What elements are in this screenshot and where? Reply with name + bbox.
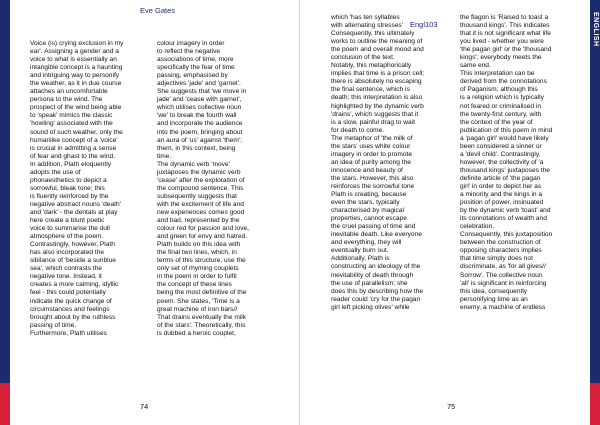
text-line: indicate the quick change of (30, 297, 112, 305)
text-line: the compound sentence. This (157, 184, 244, 192)
text-line: Consequently, this ultimately (331, 30, 415, 38)
text-line: passing of time. (30, 321, 77, 329)
text-line: the concept of these lines (157, 281, 232, 289)
text-line: phonaesthetics to depict a (30, 176, 107, 184)
text-line: passing, emphasised by (157, 72, 228, 80)
text-line: subsequently suggests that (157, 192, 237, 200)
text-line: humanlike concept of a 'voice' (30, 136, 118, 144)
text-line: great machine of iron bars// (157, 305, 238, 313)
text-line: position of power, insinuated (460, 199, 544, 207)
text-line: the final two lines, which, in (157, 249, 237, 257)
text-line: them, in this context, being (157, 144, 236, 152)
text-line: inevitable death. Like everyone (331, 231, 422, 239)
text-line: not feared or criminalised in (460, 102, 541, 110)
text-line: girl left picking olives' while (331, 303, 410, 311)
text-line: girl' in order to depict her as (460, 182, 542, 190)
text-line: an idea of purity among the (331, 158, 411, 166)
text-line: the stars. However, this also (331, 174, 414, 182)
text-line: brought about by the ruthless (30, 313, 116, 321)
text-line: and incorporate the audience (157, 120, 243, 128)
text-line: and bad, represented by the (157, 217, 240, 225)
text-line: which utilises collective noun (157, 104, 242, 112)
text-line: a minority and the kings in a (460, 191, 543, 199)
text-line: 'cease' after the exploration of (157, 176, 245, 184)
text-line: juxtaposes the dynamic verb (157, 168, 241, 176)
text-line: voice to summarise the dull (30, 225, 110, 233)
text-line: works to outline the meaning of (331, 38, 423, 46)
text-line: sibilance of 'beside a sunblue (30, 257, 116, 265)
text-line: definite article of 'the pagan (460, 174, 541, 182)
left-text-column-2 (157, 40, 267, 338)
text-line: characterised by magical (331, 207, 404, 215)
text-line: prospect of the wind being able (30, 104, 122, 112)
text-line: Sorrow'. The collective noun (460, 271, 543, 279)
text-line: adjectives 'jade' and 'garnet'. (157, 80, 241, 88)
text-line: sea', which contrasts the (30, 265, 102, 273)
text-line: In addition, Plath eloquently (30, 160, 112, 168)
text-line: with alternating stresses' (331, 22, 403, 30)
text-line: has also incorporated the (30, 249, 105, 257)
text-line: between the construction of (460, 239, 541, 247)
text-line: and green for envy and hatred. (157, 233, 248, 241)
text-line: celebration. (460, 223, 495, 231)
left-running-head: Eve Gates (140, 6, 176, 15)
text-line: new experiences comes good (157, 208, 245, 216)
text-line: only set of rhyming couplets (157, 265, 239, 273)
text-line: the stars' uses white colour (331, 142, 411, 150)
text-line: eventually burn out. (331, 247, 389, 255)
text-line: death; this interpretation is also (331, 94, 423, 102)
text-line: its connotations of wealth and (460, 215, 547, 223)
text-line: negative abstract nouns 'death' (30, 200, 121, 208)
text-line: attaches an uncomfortable (30, 88, 108, 96)
text-line: a 'pagan girl' would have likely (460, 134, 549, 142)
text-line: specifically the fear of time (157, 64, 235, 72)
text-line: reader could 'cry for the pagan (331, 295, 421, 303)
text-line: time. (157, 152, 172, 160)
text-line: however, the collectivity of 'a (460, 158, 544, 166)
text-line: Contrastingly, however, Plath (30, 241, 115, 249)
text-line: Additionally, Plath is (331, 255, 390, 263)
text-line: of Paganism; although this (460, 86, 538, 94)
text-line: and everything, they will (331, 239, 402, 247)
text-line: of fear and ghast to the wind. (30, 152, 116, 160)
text-line: discriminate, as 'for all gives// (460, 263, 546, 271)
text-line: personifying time as an (460, 295, 528, 303)
text-line: is fluently reinforced by the (30, 192, 109, 200)
right-page-number: 75 (447, 402, 456, 411)
text-line: 'the pagan girl' or the 'thousand (460, 46, 552, 54)
text-line: you lived - whether you were (460, 38, 544, 46)
text-line: associations of time, more (157, 56, 234, 64)
left-text-column-1 (30, 40, 140, 338)
text-line: She suggests that 'we move in (157, 88, 247, 96)
text-line: creates a more calming, idyllic (30, 281, 119, 289)
text-line: publication of this poem in mind (460, 126, 553, 134)
text-line: and intriguing way to personify (30, 72, 120, 80)
text-line: Notably, this metaphorically (331, 62, 412, 70)
text-line: to reflect the negative (157, 48, 221, 56)
text-line: been considered a sinner or (460, 142, 542, 150)
text-line: innocence and beauty of (331, 166, 403, 174)
text-line: sound of such weather, only the (30, 128, 123, 136)
text-line: Voice (is) crying exclusion in my (30, 40, 124, 47)
text-line: 'drains', which suggests that it (331, 110, 419, 118)
text-line: same end. (460, 62, 491, 70)
text-line: 'all' is significant in reinforcing (460, 279, 547, 287)
text-line: the use of parallelism; she (331, 279, 408, 287)
text-line: negative tone. Instead, it (30, 273, 102, 281)
text-line: of the stars'. Theoretically, this (157, 321, 246, 329)
text-line: implies that time is a prison cell; (331, 70, 425, 78)
text-line: that time simply does not (460, 255, 533, 263)
text-line: opposing characters implies (460, 247, 542, 255)
text-line: reinforces the sorrowful tone (331, 182, 415, 190)
text-line: the flagon is 'Raised to toast a (460, 14, 549, 21)
text-line: enemy, a machine of endless (460, 303, 546, 311)
text-line: with the excitement of life and (157, 200, 244, 208)
text-line: for death to come. (331, 126, 385, 134)
text-line: which 'has ten syllables (331, 14, 400, 21)
text-line: sorrowful, bleak tone; this (30, 184, 105, 192)
text-line: The metaphor of 'the milk of (331, 134, 413, 142)
text-line: is dubbed a heroic couplet, (157, 329, 236, 337)
text-line: the poem and overall mood and (331, 46, 424, 54)
text-line: Furthermore, Plath utilises (30, 329, 107, 337)
text-line: derived from the connotations (460, 78, 547, 86)
text-line: 'we' to break the fourth wall (157, 112, 237, 120)
left-edge-bar (0, 0, 10, 425)
text-line: the cruel passing of time and (331, 223, 416, 231)
text-line: a 'devil child'. Contrastingly, (460, 150, 541, 158)
right-page (300, 0, 600, 425)
text-line: thousand kings'. This indicates (460, 22, 550, 30)
text-line: feel - this could potentially (30, 289, 106, 297)
text-line: That drains eventually the milk (157, 313, 247, 321)
text-line: persona to the wind. The (30, 96, 103, 104)
text-line: the context of the year of (460, 118, 533, 126)
text-line: even the stars, typically (331, 199, 400, 207)
left-page-number: 74 (140, 402, 149, 411)
text-line: does this by describing how the (331, 287, 424, 295)
text-line: imagery in order to promote (331, 150, 412, 158)
text-line: into the poem, bringing about (157, 128, 243, 136)
left-edge-red-block (0, 383, 10, 425)
text-line: adopts the use of (30, 168, 81, 176)
text-line: thousand kings' juxtaposes the (460, 166, 550, 174)
text-line: This interpretation can be (460, 70, 535, 78)
text-line: atmosphere of the poem. (30, 233, 104, 241)
text-line: kings'; everybody meets the (460, 54, 542, 62)
text-line: conclusion of the text. (331, 54, 395, 62)
text-line: there is absolutely no escaping (331, 78, 422, 86)
text-line: by the dynamic verb 'toast' and (460, 207, 551, 215)
text-line: constructing an ideology of the (331, 263, 421, 271)
text-line: is a slow, painful drag to wait (331, 118, 415, 126)
text-line: ear'. Assigning a gender and a (30, 48, 119, 56)
text-line: in the poem in order to fulfil (157, 273, 237, 281)
text-line: 'howling' associated with the (30, 120, 113, 128)
text-line: Plath is creating, because (331, 191, 407, 199)
text-line: here create a blunt poetic (30, 217, 105, 225)
text-line: is a religion which is typically (460, 94, 544, 102)
text-line: properties, cannot escape (331, 215, 407, 223)
text-line: Plath builds on this idea with (157, 241, 241, 249)
right-edge-red-block (590, 383, 600, 425)
text-line: jade' and 'cease with garnet', (157, 96, 242, 104)
text-line: The dynamic verb 'move' (157, 160, 230, 168)
text-line: the twenty-first century, with (460, 110, 542, 118)
text-line: this idea, consequently (460, 287, 528, 295)
text-line: voice to what is essentially an (30, 56, 117, 64)
text-line: is crucial in admitting a sense (30, 144, 117, 152)
right-running-head: Engl103 (410, 20, 438, 29)
text-line: and 'dark' - the dentals at play (30, 208, 118, 216)
right-text-column-1 (331, 14, 441, 312)
text-line: the weather, as it in due course (30, 80, 122, 88)
text-line: poem. She states, 'Time is a (157, 297, 240, 305)
section-label: ENGLISH (592, 12, 599, 47)
text-line: terms of this structure, use the (157, 257, 246, 265)
text-line: circumstances and feelings (30, 305, 110, 313)
text-line: the final sentence, which is (331, 86, 410, 94)
right-text-column-2 (460, 14, 570, 312)
text-line: inevitability of death through (331, 271, 414, 279)
text-line: being the most definitive of the (157, 289, 247, 297)
text-line: intangible concept is a haunting (30, 64, 123, 72)
text-line: Consequently, this juxtaposition (460, 231, 553, 239)
text-line: colour imagery in order (157, 40, 225, 47)
text-line: colour red for passion and love, (157, 225, 250, 233)
text-line: to 'speak' mimics the classic (30, 112, 113, 120)
text-line: an aura of 'us' against 'them'; (157, 136, 242, 144)
text-line: that it is not significant what life (460, 30, 551, 38)
text-line: highlighted by the dynamic verb (331, 102, 424, 110)
